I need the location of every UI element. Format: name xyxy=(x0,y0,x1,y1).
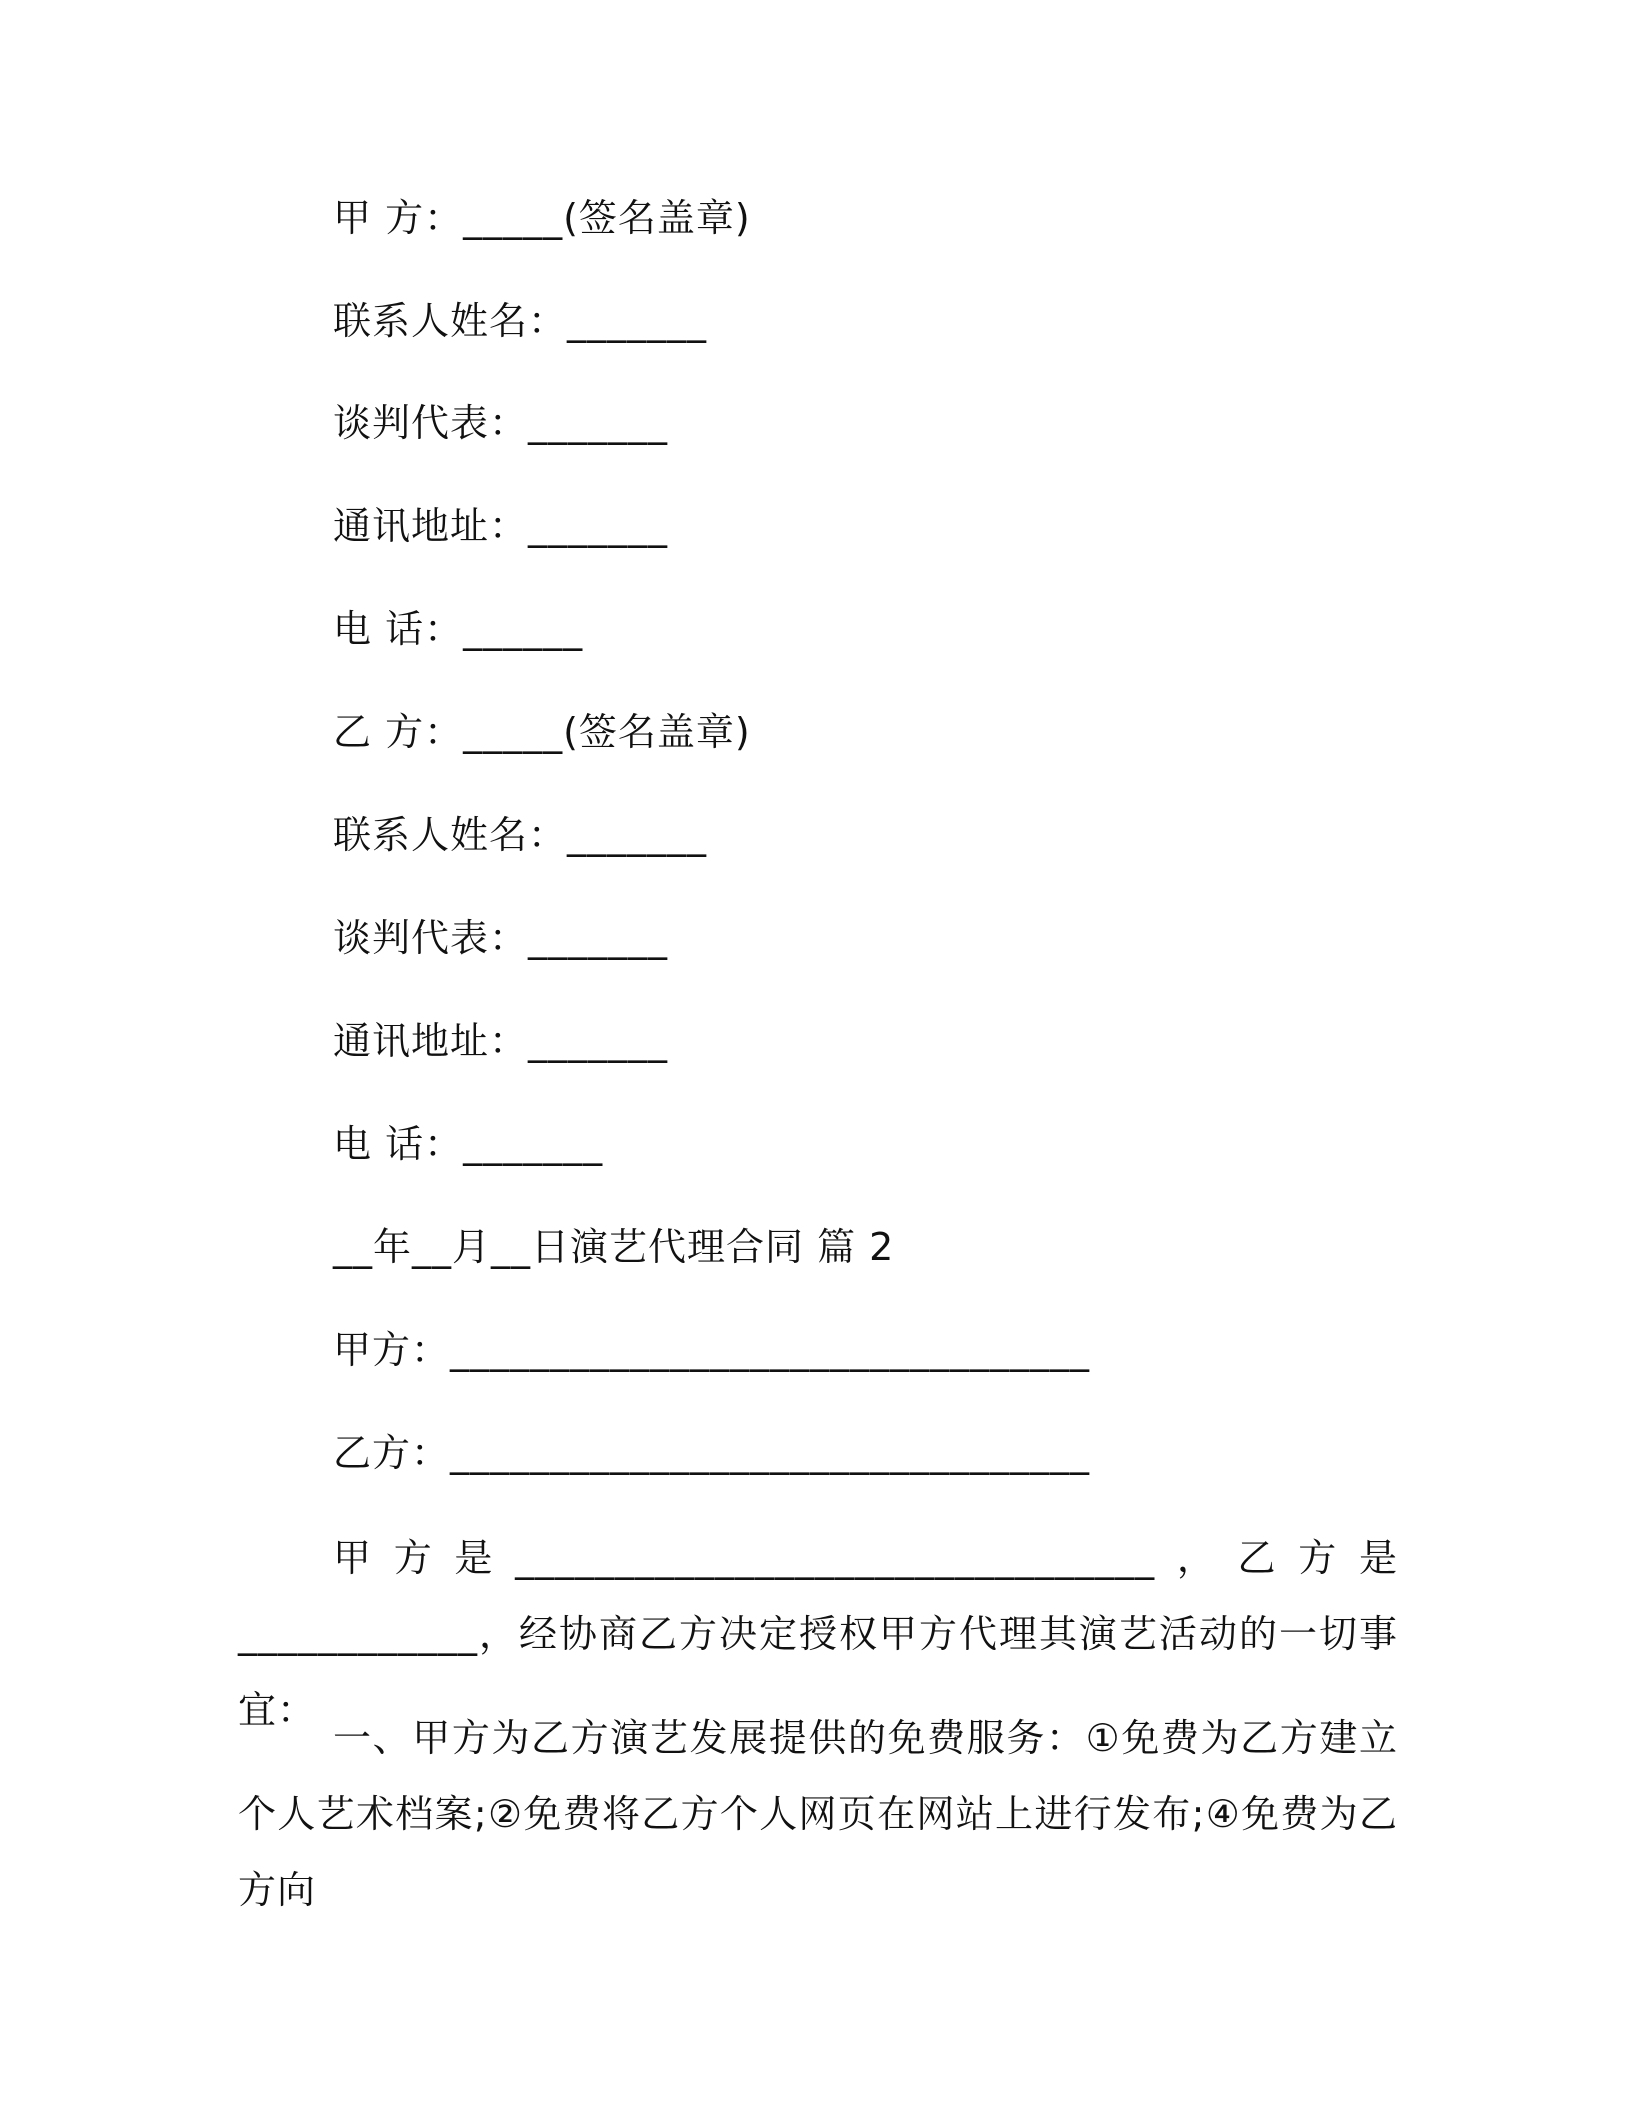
contract2-party-b-line: 乙方：________________________________ xyxy=(333,1431,1091,1475)
party-a-contact-name-line: 联系人姓名：_______ xyxy=(333,299,708,343)
party-a-phone-line: 电 话：______ xyxy=(333,607,584,651)
party-a-address-line: 通讯地址：_______ xyxy=(333,504,669,548)
party-a-signature-line: 甲 方：_____(签名盖章) xyxy=(333,196,751,240)
party-a-negotiator-line: 谈判代表：_______ xyxy=(333,401,669,445)
date-and-contract-title: __年__月__日演艺代理合同 篇 2 xyxy=(333,1225,895,1269)
party-b-address-line: 通讯地址：_______ xyxy=(333,1019,669,1063)
party-b-negotiator-line: 谈判代表：_______ xyxy=(333,916,669,960)
contract2-clause-1-paragraph: 一、甲方为乙方演艺发展提供的免费服务：①免费为乙方建立个人艺术档案;②免费将乙方个人网页在网站上进行发布;④免费为乙方向 xyxy=(238,1716,1398,1912)
party-b-phone-line: 电 话：_______ xyxy=(333,1122,604,1166)
contract2-intro-paragraph: 甲方是________________________________，乙方是____________，经协商乙方决定授权甲方代理其演艺活动的一切事宜： xyxy=(238,1536,1398,1732)
party-b-contact-name-line: 联系人姓名：_______ xyxy=(333,813,708,857)
party-b-signature-line: 乙 方：_____(签名盖章) xyxy=(333,710,751,754)
contract2-party-a-line: 甲方：________________________________ xyxy=(333,1328,1091,1372)
